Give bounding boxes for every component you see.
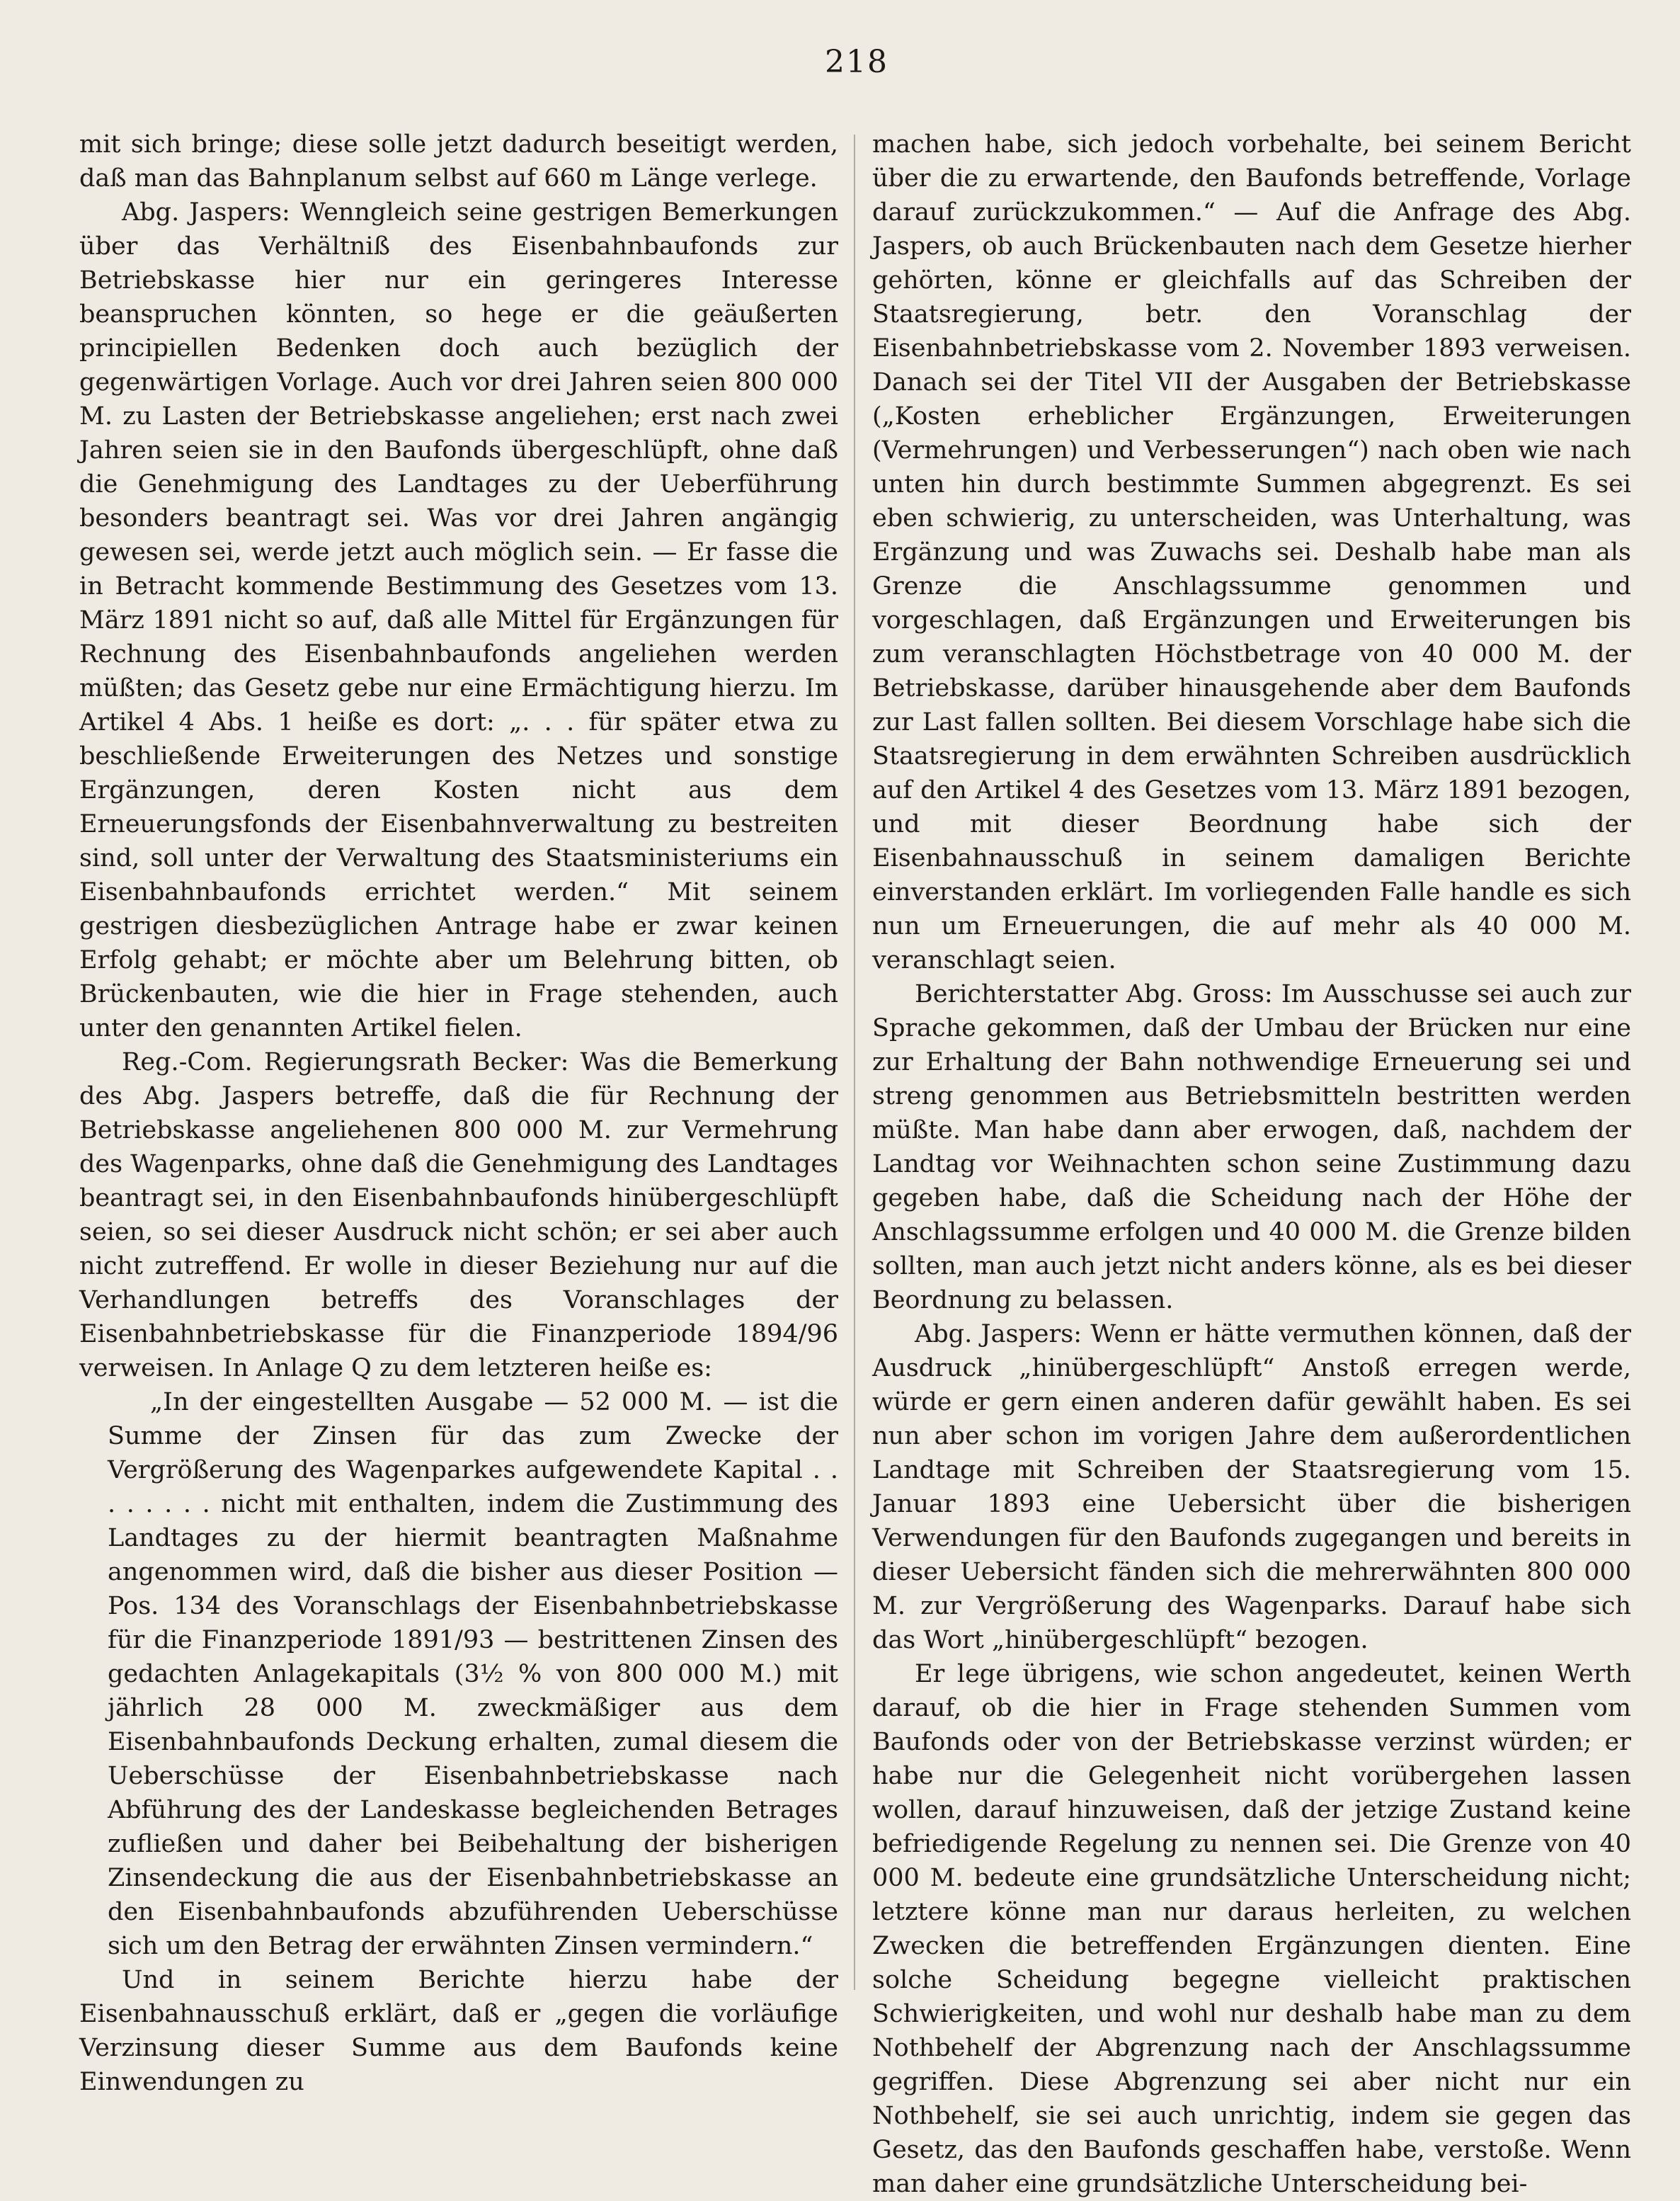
paragraph: Abg. Jaspers: Wenngleich seine gestrigen Bemerkungen über das Verhältniß des Eisenbahnbaufonds zur Betriebskasse hier nur ein geringeres Interesse beanspruchen könnten, so hege er die geäußerten principiellen Bedenken doch auch bezüglich der gegenwärtigen Vorlage. Auch vor drei Jahren seien 800 000 M. zu Lasten der Betriebskasse angeliehen; erst nach zwei Jahren seien sie in den Baufonds übergeschlüpft, ohne daß die Genehmigung des Landtages zu der Ueberführung besonders beantragt sei. Was vor drei Jahren angängig gewesen sei, werde jetzt auch möglich sein. — Er fasse die in Betracht kommende Bestimmung des Gesetzes vom 13. März 1891 nicht so auf, daß alle Mittel für Ergänzungen für Rechnung des Eisenbahnbaufonds angeliehen werden müßten; das Gesetz gebe nur eine Ermächtigung hierzu. Im Artikel 4 Abs. 1 heiße es dort: „. . . für später etwa zu beschließende Erweiterungen des Netzes und sonstige Ergänzungen, deren Kosten nicht aus dem Erneuerungsfonds der Eisenbahnverwaltung zu bestreiten sind, soll unter der Verwaltung des Staatsministeriums ein Eisenbahnbaufonds errichtet werden.“ Mit seinem gestrigen diesbezüglichen Antrage habe er zwar keinen Erfolg gehabt; er möchte aber um Belehrung bitten, ob Brückenbauten, wie die hier in Frage stehenden, auch unter den genannten Artikel fielen.	[79, 198, 838, 1042]
page-number: 218	[825, 44, 888, 80]
column-divider	[854, 135, 855, 1990]
paragraph: Abg. Jaspers: Wenn er hätte vermuthen können, daß der Ausdruck „hinübergeschlüpft“ Anstoß erregen werde, würde er gern einen anderen dafür gewählt haben. Es sei nun aber schon im vorigen Jahre dem außerordentlichen Landtage mit Schreiben der Staatsregierung vom 15. Januar 1893 eine Uebersicht über die bisherigen Verwendungen für den Baufonds zugegangen und bereits in dieser Uebersicht fänden sich die mehrerwähnten 800 000 M. zur Vergrößerung des Wagenparks. Darauf habe sich das Wort „hinübergeschlüpft“ bezogen.	[872, 1320, 1631, 1654]
quoted-paragraph: „In der eingestellten Ausgabe — 52 000 M. — ist die Summe der Zinsen für das zum Zwecke der Vergrößerung des Wagenparkes aufgewendete Kapital . . . . . . . . nicht mit enthalten, indem die Zustimmung des Landtages zu der hiermit beantragten Maßnahme angenommen wird, daß die bisher aus dieser Position — Pos. 134 des Voranschlags der Eisenbahnbetriebskasse für die Finanzperiode 1891/93 — bestrittenen Zinsen des gedachten Anlagekapitals (3½ % von 800 000 M.) mit jährlich 28 000 M. zweckmäßiger aus dem Eisenbahnbaufonds Deckung erhalten, zumal diesem die Ueberschüsse der Eisenbahnbetriebskasse nach Abführung des der Landeskasse begleichenden Betrages zufließen und daher bei Beibehaltung der bisherigen Zinsendeckung die aus der Eisenbahnbetriebskasse an den Eisenbahnbaufonds abzuführenden Ueberschüsse sich um den Betrag der erwähnten Zinsen vermindern.“	[108, 1388, 838, 1960]
paragraph: Und in seinem Berichte hierzu habe der Eisenbahnausschuß erklärt, daß er „gegen die vorläufige Verzinsung dieser Summe aus dem Baufonds keine Einwendungen zu	[79, 1966, 838, 2096]
paragraph: Berichterstatter Abg. Gross: Im Ausschusse sei auch zur Sprache gekommen, daß der Umbau der Brücken nur eine zur Erhaltung der Bahn nothwendige Erneuerung sei und streng genommen aus Betriebsmitteln bestritten werden müßte. Man habe dann aber erwogen, daß, nachdem der Landtag vor Weihnachten schon seine Zustimmung dazu gegeben habe, daß die Scheidung nach der Höhe der Anschlagssumme erfolgen und 40 000 M. die Grenze bilden sollten, man auch jetzt nicht anders könne, als es bei dieser Beordnung zu belassen.	[872, 980, 1631, 1314]
paragraph: Reg.-Com. Regierungsrath Becker: Was die Bemerkung des Abg. Jaspers betreffe, daß die für Rechnung der Betriebskasse angeliehenen 800 000 M. zur Vermehrung des Wagenparks, ohne daß die Genehmigung des Landtages beantragt sei, in den Eisenbahnbaufonds hinübergeschlüpft seien, so sei dieser Ausdruck nicht schön; er sei aber auch nicht zutreffend. Er wolle in dieser Beziehung nur auf die Verhandlungen betreffs des Voranschlages der Eisenbahnbetriebskasse für die Finanzperiode 1894/96 verweisen. In Anlage Q zu dem letzteren heiße es:	[79, 1048, 838, 1382]
paragraph: machen habe, sich jedoch vorbehalte, bei seinem Bericht über die zu erwartende, den Baufonds betreffende, Vorlage darauf zurückzukommen.“ — Auf die Anfrage des Abg. Jaspers, ob auch Brückenbauten nach dem Gesetze hierher gehörten, könne er gleichfalls auf das Schreiben der Staatsregierung, betr. den Voranschlag der Eisenbahnbetriebskasse vom 2. November 1893 verweisen. Danach sei der Titel VII der Ausgaben der Betriebskasse („Kosten erheblicher Ergänzungen, Erweiterungen (Vermehrungen) und Verbesserungen“) nach oben wie nach unten hin durch bestimmte Summen abgegrenzt. Es sei eben schwierig, zu unterscheiden, was Unterhaltung, was Ergänzung und was Zuwachs sei. Deshalb habe man als Grenze die Anschlagssumme genommen und vorgeschlagen, daß Ergänzungen und Erweiterungen bis zum veranschlagten Höchstbetrage von 40 000 M. der Betriebskasse, darüber hinausgehende aber dem Baufonds zur Last fallen sollten. Bei diesem Vorschlage habe sich die Staatsregierung in dem erwähnten Schreiben ausdrücklich auf den Artikel 4 des Gesetzes vom 13. März 1891 bezogen, und mit dieser Beordnung habe sich der Eisenbahnausschuß in seinem damaligen Berichte einverstanden erklärt. Im vorliegenden Falle handle es sich nun um Erneuerungen, die auf mehr als 40 000 M. veranschlagt seien.	[872, 130, 1631, 974]
paragraph: mit sich bringe; diese solle jetzt dadurch beseitigt werden, daß man das Bahnplanum selbst auf 660 m Länge verlege.	[79, 130, 838, 193]
left-column	[79, 127, 838, 2099]
right-column	[872, 127, 1631, 2201]
paragraph: Er lege übrigens, wie schon angedeutet, keinen Werth darauf, ob die hier in Frage stehenden Summen vom Baufonds oder von der Betriebskasse verzinst würden; er habe nur die Gelegenheit nicht vorübergehen lassen wollen, darauf hinzuweisen, daß der jetzige Zustand keine befriedigende Regelung zu nennen sei. Die Grenze von 40 000 M. bedeute eine grundsätzliche Unterscheidung nicht; letztere könne man nur daraus herleiten, zu welchen Zwecken die betreffenden Ergänzungen dienten. Eine solche Scheidung begegne vielleicht praktischen Schwierigkeiten, und wohl nur deshalb habe man zu dem Nothbehelf der Abgrenzung nach der Anschlagssumme gegriffen. Diese Abgrenzung sei aber nicht nur ein Nothbehelf, sie sei auch unrichtig, indem sie gegen das Gesetz, das den Baufonds geschaffen habe, verstoße. Wenn man daher eine grundsätzliche Unterscheidung bei-	[872, 1660, 1631, 2198]
